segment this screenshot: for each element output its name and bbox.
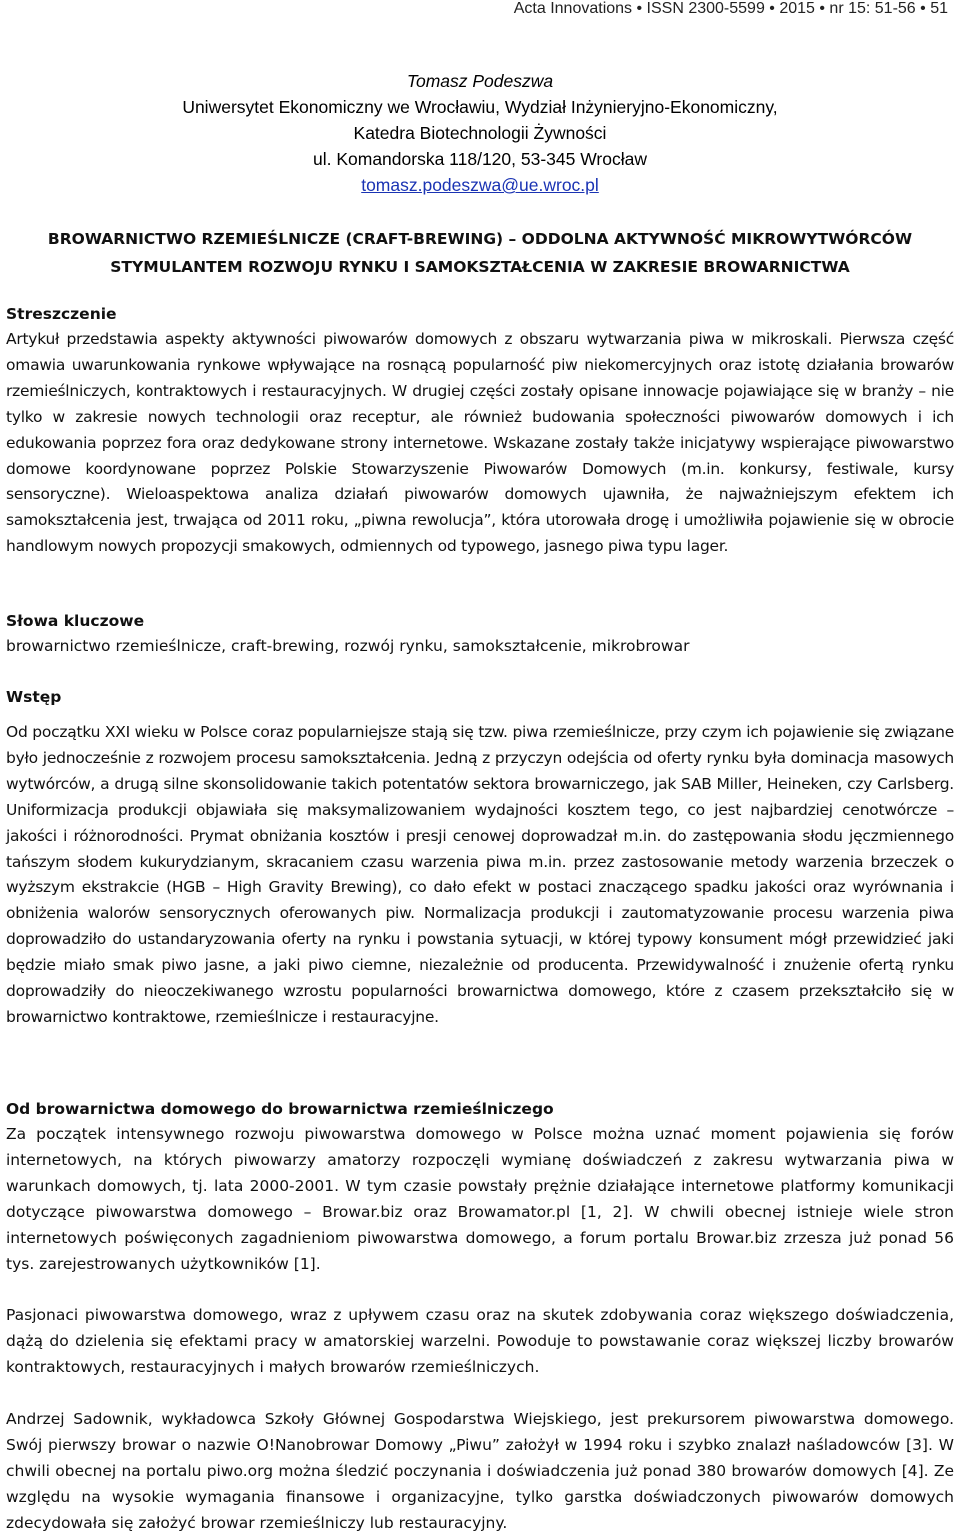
section-heading: Od browarnictwa domowego do browarnictwa rzemieślniczego xyxy=(6,1100,554,1118)
author-block xyxy=(0,68,960,198)
section-paragraph-3: Andrzej Sadownik, wykładowca Szkoły Głównej Gospodarstwa Wiejskiego, jest prekursorem piwowarstwa domowego. Swój pierwszy browar o nazwie O!Nanobrowar Domowy „Piwu” założył w 1994 roku i szybko znalazł naśladowców [3]. W chwili obecnej na portalu piwo.org można śledzić poczynania i doświadczenia już ponad 380 browarów domowych [4]. Ze względu na wysokie wymagania finansowe i organizacyjne, tylko garstka doświadczonych piwowarów domowych zdecydowała się założyć browar rzemieślniczy lub restauracyjny. xyxy=(6,1410,954,1532)
author-address: ul. Komandorska 118/120, 53-345 Wrocław xyxy=(313,149,647,169)
abstract-text: Artykuł przedstawia aspekty aktywności piwowarów domowych z obszaru wytwarzania piwa w mikroskali. Pierwsza część omawia uwarunkowania rynkowe wpływające na rosnącą popularność piw niekomercyjnych oraz istotę działania browarów rzemieślniczych, kontraktowych i restauracyjnych. W drugiej części zostały opisane innowacje pojawiające się w branży – nie tylko w zakresie nowych technologii oraz receptur, ale również budowania społeczności piwowarów domowych i ich edukowania poprzez fora oraz dedykowane strony internetowe. Wskazane zostały także inicjatywy wspierające piwowarstwo domowe koordynowane poprzez Polskie Stowarzyszenie Piwowarów Domowych (m.in. konkursy, festiwale, kursy sensoryczne). Wieloaspektowa analiza działań piwowarów domowych ujawniła, że najważniejszym efektem ich samokształcenia jest, trwająca od 2011 roku, „piwna rewolucja”, która utorowała drogę i umożliwiła pojawienie się w obrocie handlowym nowych propozycji smakowych, odmiennych od typowego, jasnego piwa typu lager. xyxy=(6,330,954,556)
author-name: Tomasz Podeszwa xyxy=(406,71,554,91)
running-header: Acta Innovations • ISSN 2300-5599 • 2015 • nr 15: 51-56 • 51 xyxy=(513,0,948,17)
intro-text: Od początku XXI wieku w Polsce coraz popularniejsze stają się tzw. piwa rzemieślnicze, przy czym ich pojawienie się związane było jednocześnie z rozwojem procesu samokształcenia. Jedną z przyczyn odejścia od oferty rynku była dominacja masowych wytwórców, a drugą silne skonsolidowanie takich potentatów sektora browarniczego, jak SAB Miller, Heineken, czy Carlsberg. Uniformizacja produkcji objawiała się maksymalizowaniem wydajności kosztem tego, co jest najbardziej cenotwórcze – jakości i różnorodności. Prymat obniżania kosztów i presji cenowej doprowadzał m.in. do zastępowania słodu jęczmiennego tańszym słodem kukurydzianym, skracaniem czasu warzenia piwa m.in. przez zastosowanie metody warzenia brzeczek o wyższym ekstrakcie (HGB – High Gravity Brewing), co dało efekt w postaci znaczącego spadku jakości oraz wyrównania i obniżenia walorów sensorycznych oferowanych piw. Normalizacja produkcji i zautomatyzowanie procesu warzenia piwa doprowadziło do ustandaryzowania oferty na rynku i powstania sytuacji, w której typowy konsument mógł przewidzieć jaki będzie miało smak piwo jasne, a jaki piwo ciemne, niezależnie od producenta. Przewidywalność i znużenie ofertą rynku doprowadziły do nieoczekiwanego wzrostu popularności browarnictwa domowego, które z czasem przekształciło się w browarnictwo kontraktowe, rzemieślnicze i restauracyjne. xyxy=(6,723,954,1026)
author-email-link[interactable]: tomasz.podeszwa@ue.wroc.pl xyxy=(361,175,599,195)
keywords-text: browarnictwo rzemieślnicze, craft-brewing, rozwój rynku, samokształcenie, mikrobrowar xyxy=(6,637,690,655)
affiliation-line-1: Uniwersytet Ekonomiczny we Wrocławiu, Wydział Inżynieryjno-Ekonomiczny, xyxy=(182,97,778,117)
intro-heading: Wstęp xyxy=(6,688,62,706)
affiliation-line-2: Katedra Biotechnologii Żywności xyxy=(353,123,607,143)
keywords-section xyxy=(6,608,954,660)
keywords-heading: Słowa kluczowe xyxy=(6,612,145,630)
section-paragraph-1: Za początek intensywnego rozwoju piwowarstwa domowego w Polsce można uznać moment pojawienia się forów internetowych, na których piwowarzy amatorzy rozpoczęli wymianę doświadczeń z zakresu wytwarzania piwa w warunkach domowych, tj. lata 2000-2001. W tym czasie powstały prężnie działające internetowe platformy komunikacji dotyczące piwowarstwa domowego – Browar.biz oraz Browamator.pl [1, 2]. W chwili obecnej istnieje wiele stron internetowych poświęconych zagadnieniom piwowarstwa domowego, a forum portalu Browar.biz zrzesza już ponad 56 tys. zarejestrowanych użytkowników [1]. xyxy=(6,1125,954,1273)
title-line-2: STYMULANTEM ROZWOJU RYNKU I SAMOKSZTAŁCENIA W ZAKRESIE BROWARNICTWA xyxy=(110,258,850,276)
section-home-to-craft xyxy=(6,1096,954,1537)
section-paragraph-2: Pasjonaci piwowarstwa domowego, wraz z upływem czasu oraz na skutek zdobywania coraz większego doświadczenia, dążą do dzielenia się efektami pracy w amatorskiej warzelni. Powoduje to powstawanie coraz większej liczby browarów kontraktowych, restauracyjnych i małych browarów rzemieślniczych. xyxy=(6,1306,954,1377)
abstract-heading: Streszczenie xyxy=(6,305,117,323)
title-line-1: BROWARNICTWO RZEMIEŚLNICZE (CRAFT-BREWING) – ODDOLNA AKTYWNOŚĆ MIKROWYTWÓRCÓW xyxy=(47,230,913,248)
intro-section xyxy=(6,684,954,1031)
abstract-section xyxy=(6,301,954,560)
article-title xyxy=(0,225,960,281)
